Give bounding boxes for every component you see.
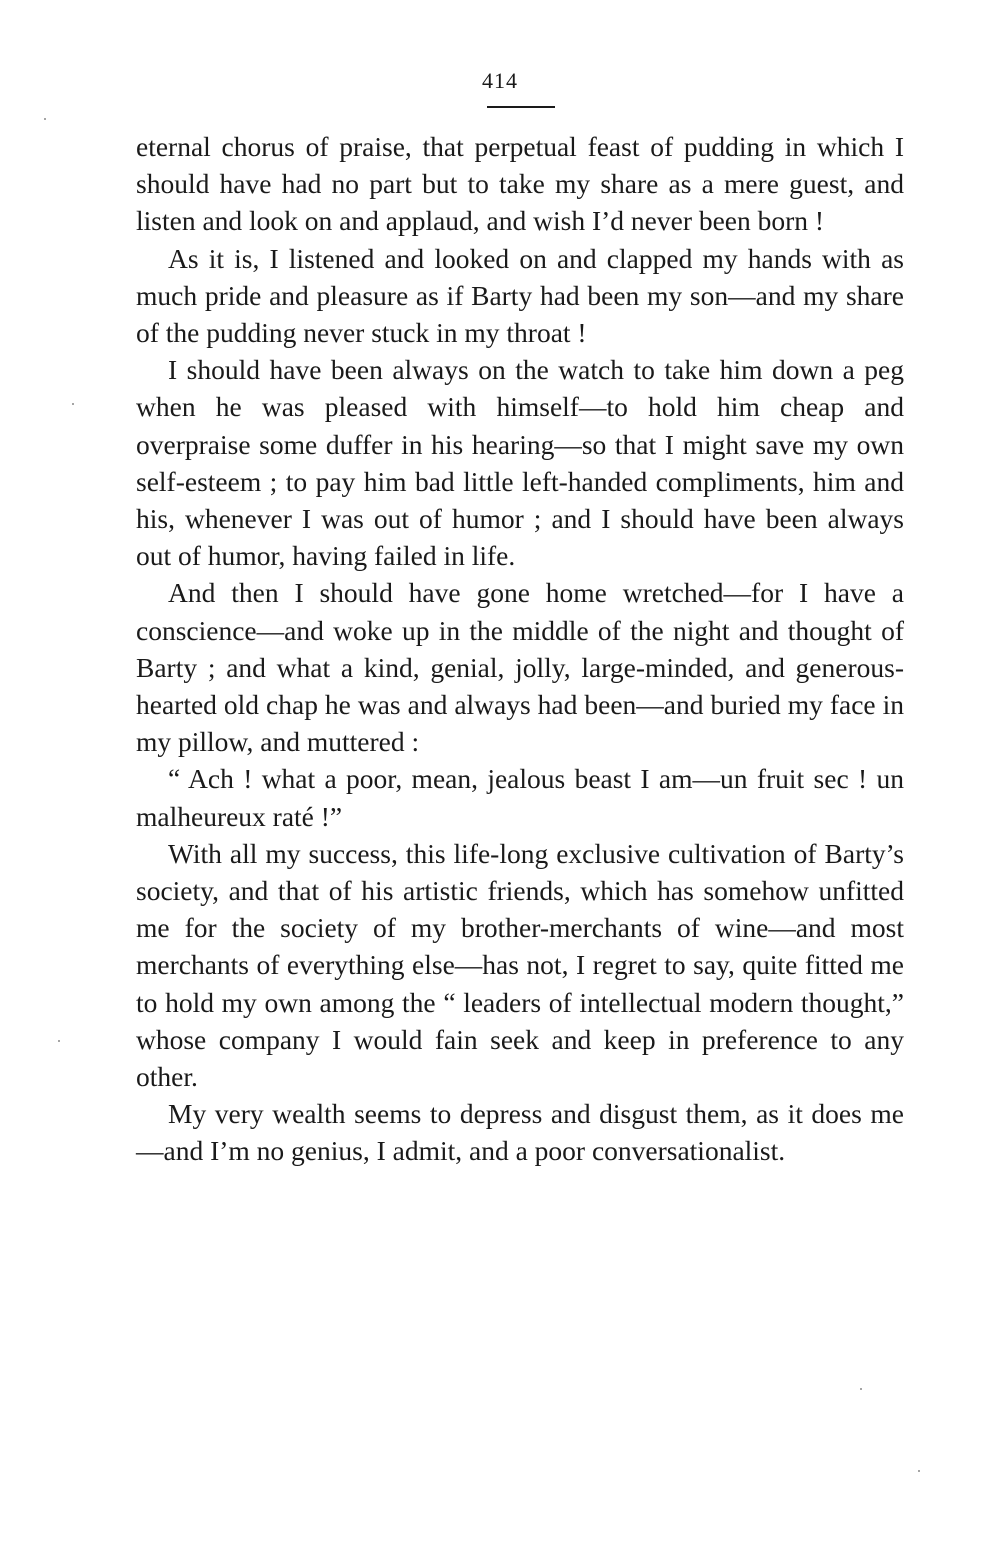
paragraph: And then I should have gone home wretched—for I have a conscience—and woke up in the middle of the night and thought of Barty ; and what a kind, genial, jolly, large-minded, and generous-hearted old chap he was and always had been—and buried my face in my pillow, and muttered :	[136, 577, 904, 758]
header-rule	[487, 106, 555, 108]
scan-speck	[72, 403, 74, 405]
page-number: 414	[482, 68, 518, 93]
paragraph: My very wealth seems to depress and disgust them, as it does me—and I’m no genius, I admit, and a poor conversationalist.	[136, 1098, 904, 1167]
paragraph: As it is, I listened and looked on and clapped my hands with as much pride and pleasure as if Barty had been my son—and my share of the pudding never stuck in my throat !	[136, 242, 904, 349]
paragraph: With all my success, this life-long exclusive cultivation of Barty’s society, and that of his artistic friends, which has somehow unfitted me for the society of my brother-merchants of wine—and most merchants of everything else—has not, I regret to say, quite fitted me to hold my own among the “ leaders of intellectual modern thought,” whose company I would fain seek and keep in preference to any other.	[136, 837, 904, 1093]
paragraph-quotation: “ Ach ! what a poor, mean, jealous beast I am—un fruit sec ! un malheureux raté !”	[136, 763, 904, 832]
scan-speck	[918, 1470, 920, 1472]
scan-speck	[860, 1388, 862, 1390]
body-text	[136, 128, 904, 1170]
scan-speck	[58, 1040, 60, 1042]
scan-speck	[44, 118, 46, 120]
paragraph: I should have been always on the watch to take him down a peg when he was pleased with himself—to hold him cheap and overpraise some duffer in his hearing—so that I might save my own self-esteem ; to pay him bad little left-handed compliments, him and his, whenever I was out of humor ; and I should have been always out of humor, having failed in life.	[136, 354, 904, 572]
paragraph-continuation: eternal chorus of praise, that perpetual feast of pudding in which I should have had no part but to take my share as a mere guest, and listen and look on and applaud, and wish I’d never been born !	[136, 131, 904, 237]
